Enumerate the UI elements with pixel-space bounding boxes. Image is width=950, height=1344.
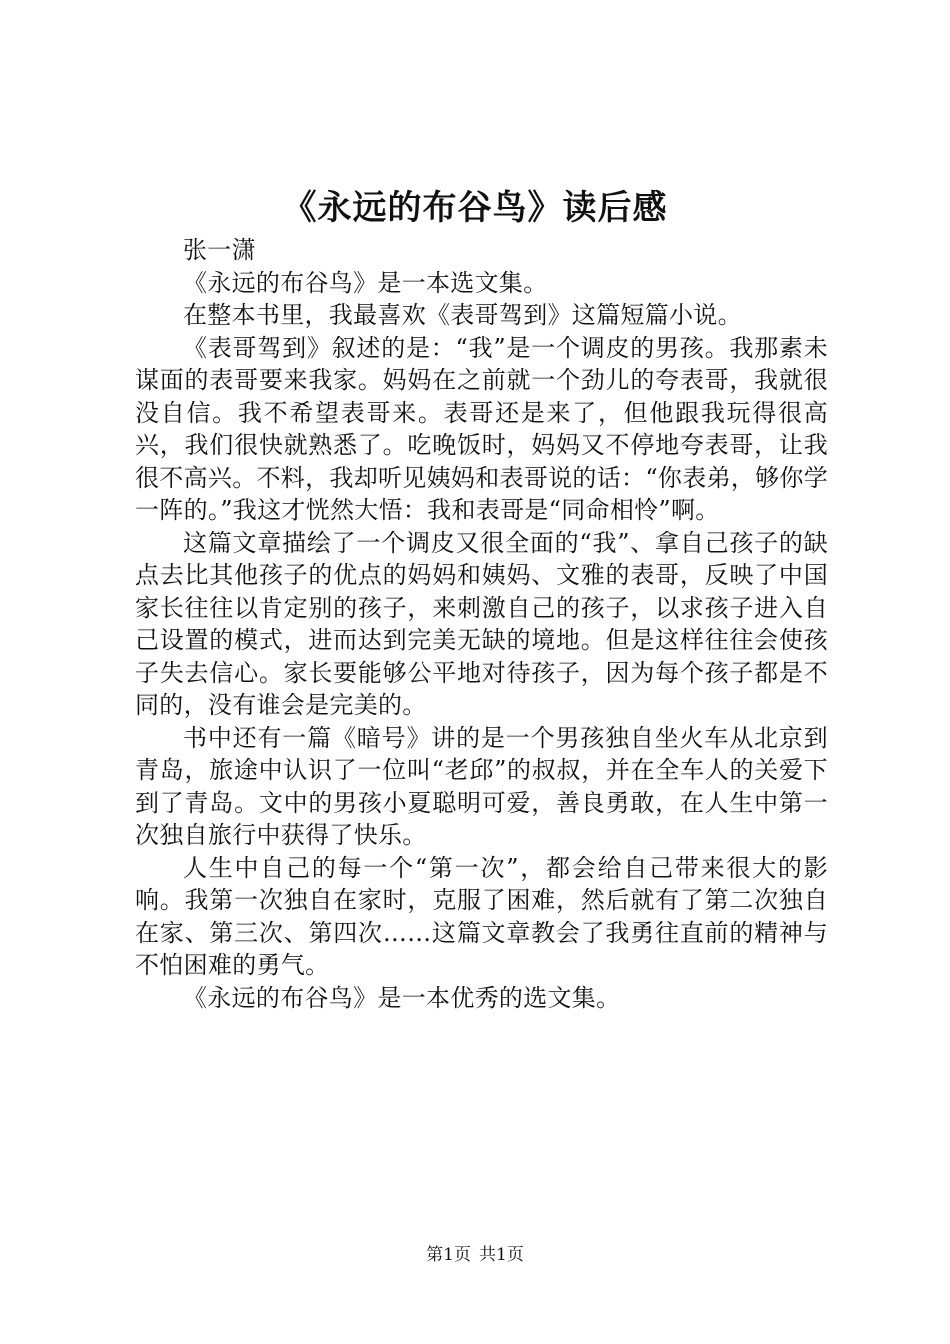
page-number: 第1页 [426,1245,471,1265]
paragraph: 这篇文章描绘了一个调皮又很全面的“我”、拿自己孩子的缺点去比其他孩子的优点的妈妈和姨妈、文雅的表哥，反映了中国家长往往以肯定别的孩子，来刺激自己的孩子，以求孩子进入自己设置的模式，进而达到完美无缺的境地。但是这样往往会使孩子失去信心。家长要能够公平地对待孩子，因为每个孩子都是不同的，没有谁会是完美的。 [135,528,828,719]
paragraph: 人生中自己的每一个“第一次”，都会给自己带来很大的影响。我第一次独自在家时，克服了困难，然后就有了第二次独自在家、第三次、第四次……这篇文章教会了我勇往直前的精神与不怕困难的勇气。 [135,853,828,979]
paragraph: 《永远的布谷鸟》是一本选文集。 [183,268,548,297]
document-body [135,234,828,1014]
paragraph: 《永远的布谷鸟》是一本优秀的选文集。 [183,983,621,1012]
paragraph: 书中还有一篇《暗号》讲的是一个男孩独自坐火车从北京到青岛，旅途中认识了一位叫“老邱”的叔叔，并在全车人的关爱下到了青岛。文中的男孩小夏聪明可爱，善良勇敢，在人生中第一次独自旅行中获得了快乐。 [135,723,828,849]
document-title: 《永远的布谷鸟》读后感 [282,188,668,228]
page-footer [0,1243,950,1267]
author-line: 张一潇 [183,236,256,264]
paragraph: 在整本书里，我最喜欢《表哥驾到》这篇短篇小说。 [183,301,742,329]
page-total: 共1页 [479,1245,524,1265]
paragraph: 《表哥驾到》叙述的是：“我”是一个调皮的男孩。我那素未谋面的表哥要来我家。妈妈在之前就一个劲儿的夸表哥，我就很没自信。我不希望表哥来。表哥还是来了，但他跟我玩得很高兴，我们很快就熟悉了。吃晚饭时，妈妈又不停地夸表哥，让我很不高兴。不料，我却听见姨妈和表哥说的话：“你表弟，够你学一阵的。”我这才恍然大悟：我和表哥是“同命相怜”啊。 [135,333,828,524]
